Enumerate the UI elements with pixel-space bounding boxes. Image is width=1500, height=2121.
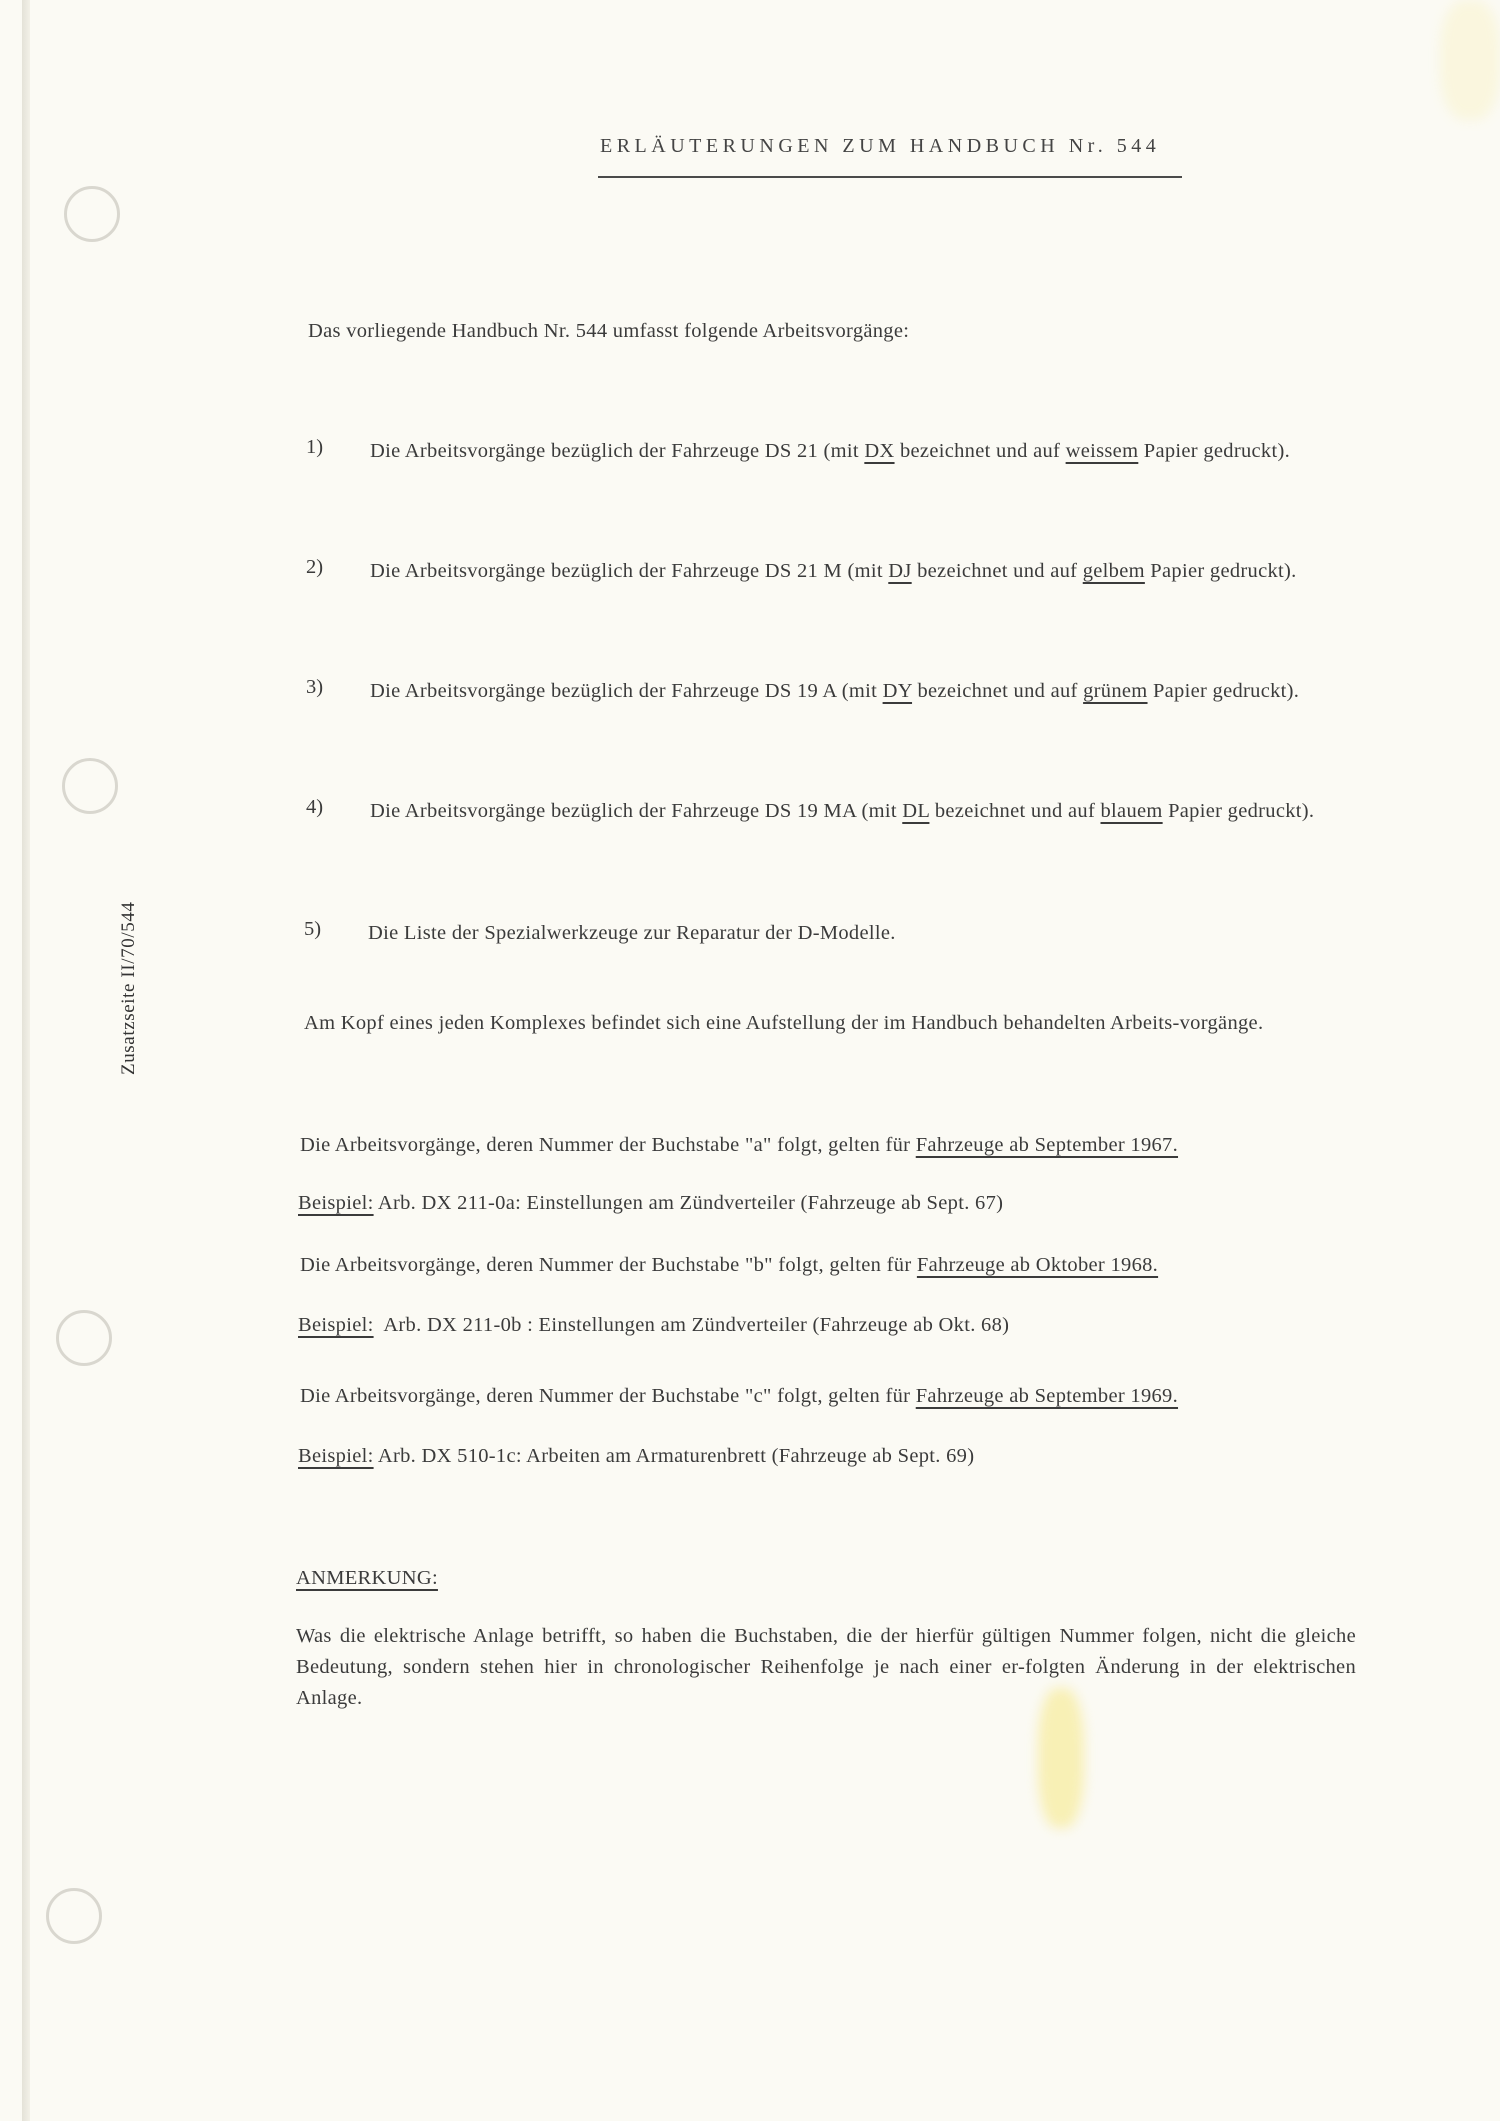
rule-text: Die Arbeitsvorgänge, deren Nummer der Buchstabe "c" folgt, gelten für xyxy=(300,1385,916,1407)
punch-hole-4 xyxy=(46,1888,102,1944)
validity-rule xyxy=(300,1250,1158,1281)
example-label: Beispiel: xyxy=(298,1192,374,1214)
paper-color: weissem xyxy=(1065,440,1139,462)
binding-edge xyxy=(22,0,30,2121)
rule-text: Die Arbeitsvorgänge, deren Nummer der Buchstabe "a" folgt, gelten für xyxy=(300,1134,916,1156)
validity-date: Fahrzeuge ab September 1967. xyxy=(915,1134,1179,1156)
example-line xyxy=(298,1310,1009,1341)
list-number: 1) xyxy=(306,436,324,458)
list-item-text: Die Liste der Spezialwerkzeuge zur Reparatur der D-Modelle. xyxy=(368,922,896,944)
example-label: Beispiel: xyxy=(298,1314,374,1336)
item-text-end: Papier gedruckt). xyxy=(1138,440,1291,462)
item-text-middle: bezeichnet und auf xyxy=(894,440,1066,462)
note-paragraph: Was die elektrische Anlage betrifft, so haben die Buchstaben, die der hierfür gültigen Nummer folgen, nicht die gleiche Bedeutung, sondern stehen hier in chronologischer Reihenfolge je nach einer er-folgten Änderung in der elektrischen Anlage. xyxy=(296,1625,1356,1709)
item-text-start: Die Arbeitsvorgänge bezüglich der Fahrzeuge DS 21 M (mit xyxy=(370,560,889,582)
vehicle-code: DY xyxy=(882,680,913,702)
example-line xyxy=(298,1188,1003,1219)
example-line xyxy=(298,1441,974,1472)
vehicle-code: DJ xyxy=(888,560,912,582)
item-text-start: Die Arbeitsvorgänge bezüglich der Fahrzeuge DS 19 MA (mit xyxy=(370,800,903,822)
paper-color: gelbem xyxy=(1082,560,1145,582)
title-underline xyxy=(598,176,1182,178)
validity-rule xyxy=(300,1381,1178,1412)
rule-text: Die Arbeitsvorgänge, deren Nummer der Buchstabe "b" folgt, gelten für xyxy=(300,1254,917,1276)
vehicle-code: DX xyxy=(864,440,895,462)
example-text: Arb. DX 211-0a: Einstellungen am Zündverteiler (Fahrzeuge ab Sept. 67) xyxy=(373,1192,1004,1214)
side-page-label: Zusatzseite II/70/544 xyxy=(118,901,139,1075)
list-number: 5) xyxy=(304,918,322,940)
list-number: 3) xyxy=(306,676,324,698)
item-text-start: Die Arbeitsvorgänge bezüglich der Fahrzeuge DS 21 (mit xyxy=(370,440,865,462)
item-text-start: Die Arbeitsvorgänge bezüglich der Fahrzeuge DS 19 A (mit xyxy=(370,680,883,702)
note-title: ANMERKUNG: xyxy=(296,1567,438,1589)
item-text-middle: bezeichnet und auf xyxy=(911,560,1083,582)
list-item-text xyxy=(370,436,1390,467)
example-text: Arb. DX 510-1c: Arbeiten am Armaturenbrett (Fahrzeuge ab Sept. 69) xyxy=(373,1445,975,1467)
head-note-paragraph: Am Kopf eines jeden Komplexes befindet sich eine Aufstellung der im Handbuch behandelten Arbeits-vorgänge. xyxy=(304,1012,1264,1034)
list-number: 2) xyxy=(306,556,324,578)
yellow-stain-edge xyxy=(1440,0,1500,120)
validity-rule xyxy=(300,1130,1178,1161)
page-title: ERLÄUTERUNGEN ZUM HANDBUCH Nr. 544 xyxy=(600,135,1161,157)
item-text-middle: bezeichnet und auf xyxy=(929,800,1101,822)
validity-date: Fahrzeuge ab September 1969. xyxy=(915,1385,1179,1407)
vehicle-code: DL xyxy=(902,800,930,822)
punch-hole-1 xyxy=(64,186,120,242)
punch-hole-3 xyxy=(56,1310,112,1366)
paper-color: grünem xyxy=(1083,680,1148,702)
item-text-end: Papier gedruckt). xyxy=(1147,680,1300,702)
item-text-middle: bezeichnet und auf xyxy=(912,680,1084,702)
list-number: 4) xyxy=(306,796,324,818)
intro-text: Das vorliegende Handbuch Nr. 544 umfasst folgende Arbeitsvorgänge: xyxy=(308,320,910,342)
list-item-text xyxy=(370,556,1390,587)
paper-color: blauem xyxy=(1100,800,1163,822)
list-item-text xyxy=(370,796,1390,827)
list-item-text xyxy=(370,676,1390,707)
punch-hole-2 xyxy=(62,758,118,814)
example-label: Beispiel: xyxy=(298,1445,374,1467)
item-text-end: Papier gedruckt). xyxy=(1162,800,1315,822)
item-text-end: Papier gedruckt). xyxy=(1144,560,1297,582)
validity-date: Fahrzeuge ab Oktober 1968. xyxy=(916,1254,1159,1276)
example-text: Arb. DX 211-0b : Einstellungen am Zündverteiler (Fahrzeuge ab Okt. 68) xyxy=(373,1314,1010,1336)
